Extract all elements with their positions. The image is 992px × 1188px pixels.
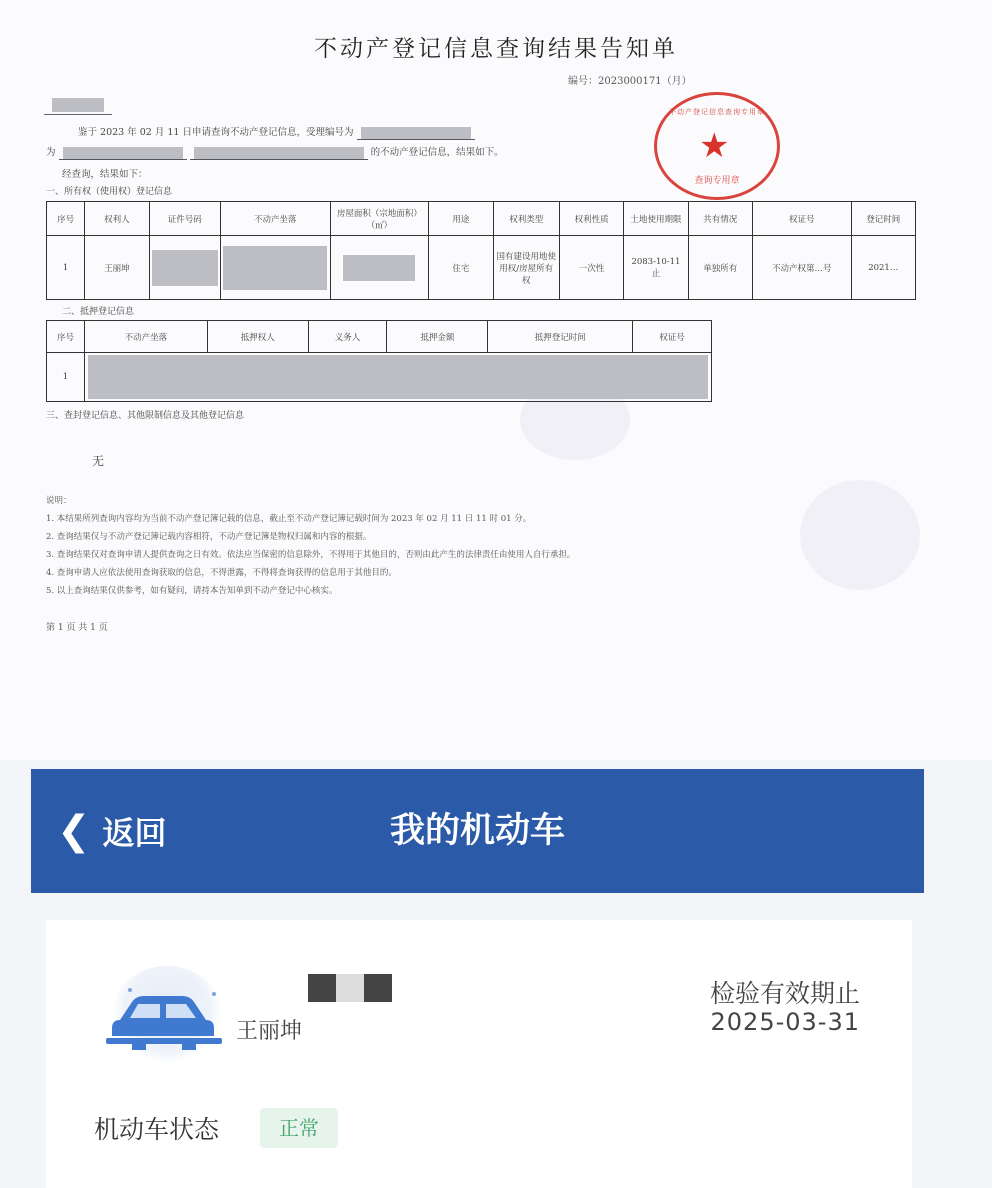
section-ownership-heading: 一、所有权（使用权）登记信息 xyxy=(46,187,173,197)
section-seizure-heading: 三、查封登记信息、其他限制信息及其他登记信息 xyxy=(46,411,245,421)
table-header-cell: 抵押权人 xyxy=(207,321,308,353)
section-mortgage-heading: 二、抵押登记信息 xyxy=(62,307,135,317)
vehicle-card[interactable] xyxy=(46,920,912,1188)
accept-number-field xyxy=(357,127,475,140)
table-header-cell: 序号 xyxy=(47,321,85,353)
cell-no: 1 xyxy=(47,353,85,402)
table-header-cell: 权利性质 xyxy=(559,202,623,236)
ownership-table xyxy=(46,201,916,300)
table-header-cell: 不动产坐落 xyxy=(85,321,208,353)
page-number-note: 第 1 页 共 1 页 xyxy=(46,623,108,633)
cell-land-term: 2083-10-11 止 xyxy=(624,236,688,300)
table-header-cell: 序号 xyxy=(47,202,85,236)
table-header-cell: 共有情况 xyxy=(688,202,752,236)
cell-nature: 一次性 xyxy=(559,236,623,300)
table-row xyxy=(47,353,712,402)
vehicle-status-label: 机动车状态 xyxy=(94,1115,220,1144)
cell-cert-no: 不动产权第…号 xyxy=(752,236,851,300)
star-icon: ★ xyxy=(699,126,730,166)
table-header-cell: 抵押金额 xyxy=(387,321,488,353)
car-icon xyxy=(102,986,228,1050)
table-header-cell: 权证号 xyxy=(633,321,712,353)
ownership-table-header xyxy=(47,202,916,236)
note-line: 5. 以上查询结果仅供参考，如有疑问，请持本告知单到不动产登记中心核实。 xyxy=(46,586,338,596)
nav-bar xyxy=(31,769,924,893)
intro-text-1: 鉴于 2023 年 02 月 11 日申请查询不动产登记信息，受理编号为 xyxy=(78,127,354,138)
table-header-cell: 不动产坐落 xyxy=(220,202,330,236)
plate-number-redacted xyxy=(280,974,392,1002)
back-label: 返回 xyxy=(102,814,167,852)
recipient-underline xyxy=(44,114,112,115)
page-title: 我的机动车 xyxy=(389,811,565,851)
official-seal xyxy=(654,92,780,200)
note-line: 1. 本结果所列查询内容均为当前不动产登记簿记载的信息，截止至不动产登记簿记载时间为 2023 年 02 月 11 日 11 时 01 分。 xyxy=(46,514,532,524)
seal-bottom-text: 查询专用章 xyxy=(694,176,740,186)
status-badge: 正常 xyxy=(260,1108,338,1148)
document-title: 不动产登记信息查询结果告知单 xyxy=(314,36,678,62)
intro-line-2 xyxy=(46,144,504,160)
intro-line-3: 经查询，结果如下： xyxy=(62,169,148,180)
cell-share: 单独所有 xyxy=(688,236,752,300)
cell-id-redacted xyxy=(149,236,220,300)
owner-name: 王丽坤 xyxy=(236,1019,303,1044)
document-number: 编号：2023000171（月） xyxy=(568,76,692,87)
mortgage-table-header xyxy=(47,321,712,353)
cell-area-redacted xyxy=(330,236,429,300)
back-button[interactable] xyxy=(57,769,167,893)
cell-holder: 王丽坤 xyxy=(85,236,149,300)
table-header-cell: 登记时间 xyxy=(851,202,915,236)
table-header-cell: 权证号 xyxy=(752,202,851,236)
table-header-cell: 证件号码 xyxy=(149,202,220,236)
table-header-cell: 抵押登记时间 xyxy=(488,321,633,353)
table-header-cell: 土地使用期限 xyxy=(624,202,688,236)
note-line: 2. 查询结果仅与不动产登记簿记载内容相符，不动产登记簿是物权归属和内容的根据。 xyxy=(46,532,372,542)
cell-reg-time: 2021… xyxy=(851,236,915,300)
cell-no: 1 xyxy=(47,236,85,300)
intro-line-1 xyxy=(78,124,475,140)
chevron-left-icon: ❮ xyxy=(57,808,91,854)
cell-use: 住宅 xyxy=(429,236,493,300)
table-header-cell: 义务人 xyxy=(308,321,387,353)
redacted-address-field xyxy=(190,147,368,160)
inspection-expiry-date: 2025-03-31 xyxy=(710,1008,860,1036)
table-header-cell: 权利人 xyxy=(85,202,149,236)
table-row xyxy=(47,236,916,300)
note-line: 3. 查询结果仅对查询申请人提供查询之日有效。依法应当保密的信息除外，不得用于其他目的，否则由此产生的法律责任由使用人自行承担。 xyxy=(46,550,576,560)
smudge xyxy=(800,480,920,590)
cell-mortgage-redacted xyxy=(85,353,712,402)
intro-text-2-tail: 的不动产登记信息，结果如下。 xyxy=(370,147,504,158)
redacted-recipient xyxy=(52,98,104,112)
redacted-id-field xyxy=(59,147,187,160)
table-header-cell: 权利类型 xyxy=(493,202,559,236)
note-line: 4. 查询申请人应依法使用查询获取的信息，不得泄露，不得将查询获得的信息用于其他目的。 xyxy=(46,568,397,578)
seizure-none-mark: 无 xyxy=(92,454,105,468)
cell-right-type: 国有建设用地使用权/房屋所有权 xyxy=(493,236,559,300)
cell-location-redacted xyxy=(220,236,330,300)
notes-block xyxy=(46,492,575,600)
table-header-cell: 房屋面积（宗地面积）（㎡） xyxy=(330,202,429,236)
seal-arc-text: 不动产登记信息查询专用章 xyxy=(669,108,765,116)
intro-text-2: 为 xyxy=(46,147,56,158)
notes-title: 说明： xyxy=(46,496,72,506)
table-header-cell: 用途 xyxy=(429,202,493,236)
inspection-expiry-label: 检验有效期止 xyxy=(709,979,860,1008)
mortgage-table xyxy=(46,320,712,402)
